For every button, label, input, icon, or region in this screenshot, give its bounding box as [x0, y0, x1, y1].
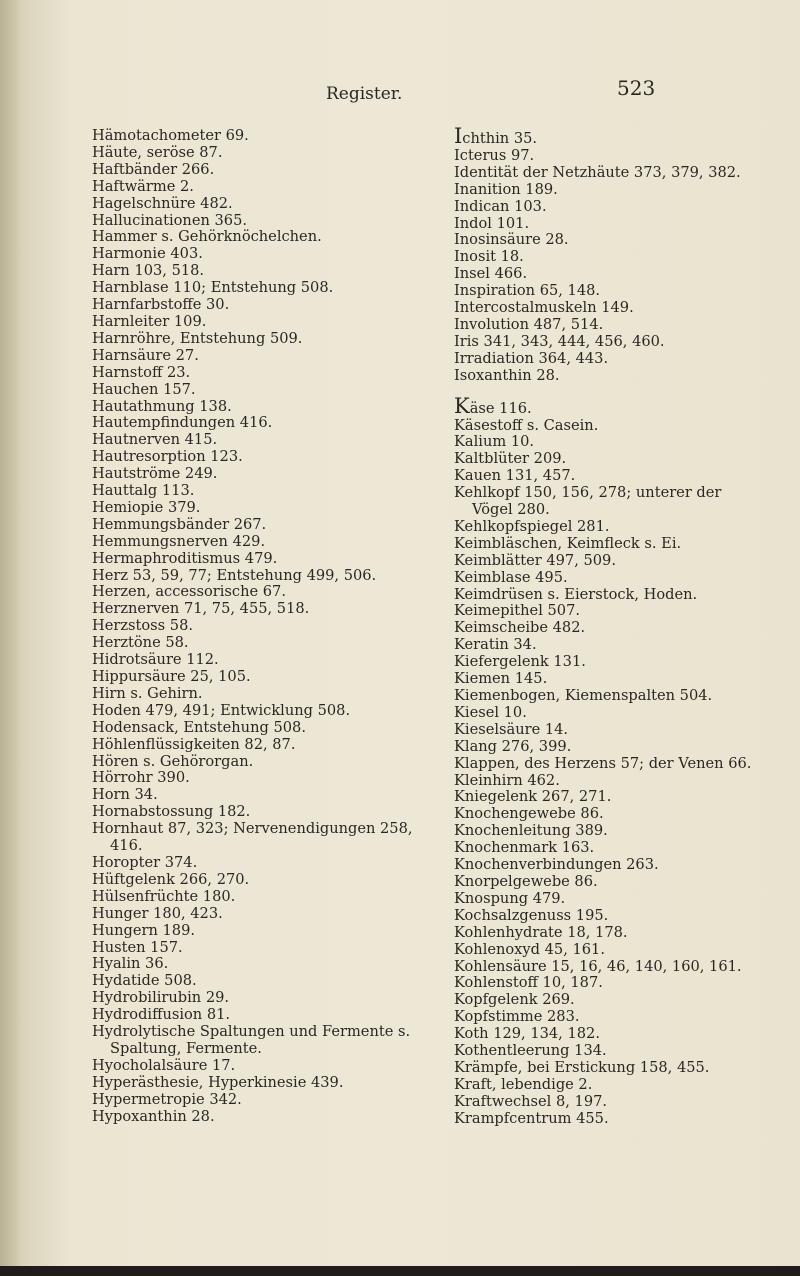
index-entry: Knochenmark 163.	[454, 839, 595, 857]
index-entry: Kehlkopf 150, 156, 278; unterer der Vögel 280.	[454, 484, 722, 519]
index-entry: Hydrobilirubin 29.	[92, 989, 230, 1007]
index-entry: Horopter 374.	[92, 853, 198, 871]
index-entry: Hautnerven 415.	[92, 431, 218, 449]
index-entry: Kieselsäure 14.	[454, 720, 569, 738]
index-entry: Kothentleerung 134.	[454, 1042, 607, 1060]
index-entry: Hörrohr 390.	[92, 769, 190, 787]
index-entry: Hypoxanthin 28.	[92, 1107, 215, 1125]
index-entry: Koth 129, 134, 182.	[454, 1025, 600, 1043]
index-entry: Horn 34.	[92, 786, 158, 804]
index-entry: Herzen, accessorische 67.	[92, 583, 286, 601]
index-entry: Harnstoff 23.	[92, 363, 191, 381]
index-entry: Harnblase 110; Entstehung 508.	[92, 279, 334, 297]
index-entry: Höhlenflüssigkeiten 82, 87.	[92, 735, 296, 753]
index-entry: Hauttalg 113.	[92, 482, 195, 500]
index-entry: Hautresorption 123.	[92, 448, 243, 466]
index-entry: Keimblase 495.	[454, 568, 568, 586]
index-entry: Knochengewebe 86.	[454, 805, 604, 823]
index-entry: Indican 103.	[454, 197, 547, 215]
index-entry: Hemiopie 379.	[92, 498, 201, 516]
index-entry: Hornhaut 87, 323; Nervenendigungen 258, 416.	[92, 820, 413, 855]
index-entry: Hydatide 508.	[92, 972, 197, 990]
index-entry: Icterus 97.	[454, 146, 535, 164]
index-entry: Insel 466.	[454, 265, 528, 283]
index-entry: Hyocholalsäure 17.	[92, 1056, 236, 1074]
index-entry: Herzstoss 58.	[92, 617, 193, 635]
book-spine-shadow	[0, 0, 22, 1276]
index-entry: Hunger 180, 423.	[92, 904, 223, 922]
index-entry: Kiesel 10.	[454, 703, 527, 721]
index-entry: Hauchen 157.	[92, 380, 196, 398]
index-column-left	[92, 128, 437, 1125]
index-entry: Hautströme 249.	[92, 465, 218, 483]
index-entry: Kraft, lebendige 2.	[454, 1075, 593, 1093]
index-entry: Kehlkopfspiegel 281.	[454, 517, 610, 535]
index-entry: Inspiration 65, 148.	[454, 282, 601, 300]
index-entry: Inosinsäure 28.	[454, 231, 569, 249]
index-entry: Hydrolytische Spaltungen und Fermente s. Spaltung, Fermente.	[92, 1023, 411, 1057]
index-entry: Harnfarbstoffe 30.	[92, 296, 230, 314]
running-head: Register.	[326, 84, 403, 104]
index-entry: Hippursäure 25, 105.	[92, 668, 251, 685]
index-entry: Hämotachometer 69.	[92, 127, 249, 144]
index-entry: Hypermetropie 342.	[92, 1090, 242, 1108]
index-section-i	[454, 124, 766, 385]
index-entry: Haftwärme 2.	[92, 177, 194, 195]
index-entry: Harmonie 403.	[92, 245, 203, 263]
index-entry: Keimdrüsen s. Eierstock, Hoden.	[454, 585, 698, 603]
index-entry: Involution 487, 514.	[454, 315, 604, 333]
index-entry: Ichthin 35.	[454, 124, 538, 148]
index-entry: Hemmungsnerven 429.	[92, 532, 266, 550]
index-entry: Kiemen 145.	[454, 670, 548, 688]
index-entry: Häute, seröse 87.	[92, 143, 223, 161]
index-entry: Krampfcentrum 455.	[454, 1109, 609, 1127]
index-entry: Herztöne 58.	[92, 634, 189, 652]
index-entry: Haftbänder 266.	[92, 160, 215, 178]
index-entry: Hautathmung 138.	[92, 397, 232, 415]
index-entry: Harnleiter 109.	[92, 312, 207, 330]
index-entry: Hautempfindungen 416.	[92, 414, 273, 432]
index-entry: Isoxanthin 28.	[454, 366, 560, 384]
index-entry: Kiefergelenk 131.	[454, 653, 586, 671]
index-entry: Krämpfe, bei Erstickung 158, 455.	[454, 1058, 710, 1076]
index-entry: Hülsenfrüchte 180.	[92, 887, 236, 905]
index-entry: Hirn s. Gehirn.	[92, 684, 203, 702]
index-entry: Keratin 34.	[454, 636, 537, 654]
index-entry: Kraftwechsel 8, 197.	[454, 1092, 608, 1110]
index-entry: Iris 341, 343, 444, 456, 460.	[454, 332, 665, 350]
index-entry: Kopfgelenk 269.	[454, 991, 575, 1009]
index-entry: Klappen, des Herzens 57; der Venen 66.	[454, 754, 752, 772]
index-entry: Kleinhirn 462.	[454, 771, 560, 789]
index-entry: Keimbläschen, Keimfleck s. Ei.	[454, 534, 682, 552]
index-entry: Hermaphroditismus 479.	[92, 549, 278, 567]
index-entry: Kohlenoxyd 45, 161.	[454, 940, 605, 958]
index-entry: Hören s. Gehörorgan.	[92, 752, 254, 770]
index-entry: Kauen 131, 457.	[454, 467, 576, 485]
index-entry: Harnröhre, Entstehung 509.	[92, 329, 303, 347]
index-entry: Hallucinationen 365.	[92, 211, 247, 229]
index-entry: Hüftgelenk 266, 270.	[92, 870, 250, 888]
index-entry: Herz 53, 59, 77; Entstehung 499, 506.	[92, 566, 377, 584]
index-entry: Knospung 479.	[454, 889, 566, 907]
index-entry: Kaltblüter 209.	[454, 450, 567, 468]
index-entry: Hagelschnüre 482.	[92, 194, 233, 212]
index-entry: Hodensack, Entstehung 508.	[92, 718, 306, 736]
index-section-k	[454, 393, 766, 1128]
index-entry: Hemmungsbänder 267.	[92, 515, 267, 533]
index-entry: Kniegelenk 267, 271.	[454, 788, 612, 806]
index-entry: Hyalin 36.	[92, 955, 169, 973]
index-entry: Kohlenhydrate 18, 178.	[454, 923, 628, 941]
index-entry: Kohlensäure 15, 16, 46, 140, 160, 161.	[454, 957, 742, 975]
index-entry: Harn 103, 518.	[92, 262, 205, 280]
index-entry: Hungern 189.	[92, 921, 196, 939]
index-entry: Irradiation 364, 443.	[454, 349, 609, 367]
index-entry: Hydrodiffusion 81.	[92, 1006, 231, 1024]
index-entry: Hyperästhesie, Hyperkinesie 439.	[92, 1073, 344, 1091]
index-entry: Keimscheibe 482.	[454, 619, 586, 637]
index-entry: Kochsalzgenuss 195.	[454, 906, 609, 924]
index-entry: Kopfstimme 283.	[454, 1008, 580, 1026]
index-entry: Kohlenstoff 10, 187.	[454, 974, 603, 992]
index-entry: Käse 116.	[454, 393, 532, 418]
index-entry: Hornabstossung 182.	[92, 803, 251, 821]
index-entry: Hidrotsäure 112.	[92, 651, 219, 669]
index-entry: Inosit 18.	[454, 248, 524, 266]
page-number: 523	[617, 76, 656, 100]
index-entry: Kalium 10.	[454, 433, 535, 451]
index-entry: Hoden 479, 491; Entwicklung 508.	[92, 701, 351, 719]
index-entry: Harnsäure 27.	[92, 346, 199, 364]
index-entry: Käsestoff s. Casein.	[454, 416, 599, 434]
index-entry: Indol 101.	[454, 214, 530, 232]
index-entry: Knochenleitung 389.	[454, 822, 608, 840]
page-bottom-edge	[0, 1266, 800, 1276]
index-entry: Keimepithel 507.	[454, 602, 580, 620]
index-entry: Inanition 189.	[454, 180, 558, 198]
index-entry: Kiemenbogen, Kiemenspalten 504.	[454, 687, 713, 704]
index-entry: Knochenverbindungen 263.	[454, 856, 659, 874]
index-entry: Intercostalmuskeln 149.	[454, 299, 634, 317]
index-entry: Husten 157.	[92, 938, 183, 956]
index-column-right	[454, 124, 766, 1128]
index-entry: Klang 276, 399.	[454, 737, 572, 755]
index-entry: Knorpelgewebe 86.	[454, 872, 598, 890]
index-entry: Keimblätter 497, 509.	[454, 551, 616, 569]
index-entry: Hammer s. Gehörknöchelchen.	[92, 228, 322, 246]
index-entry: Identität der Netzhäute 373, 379, 382.	[454, 163, 741, 181]
index-entry: Herznerven 71, 75, 455, 518.	[92, 600, 310, 618]
